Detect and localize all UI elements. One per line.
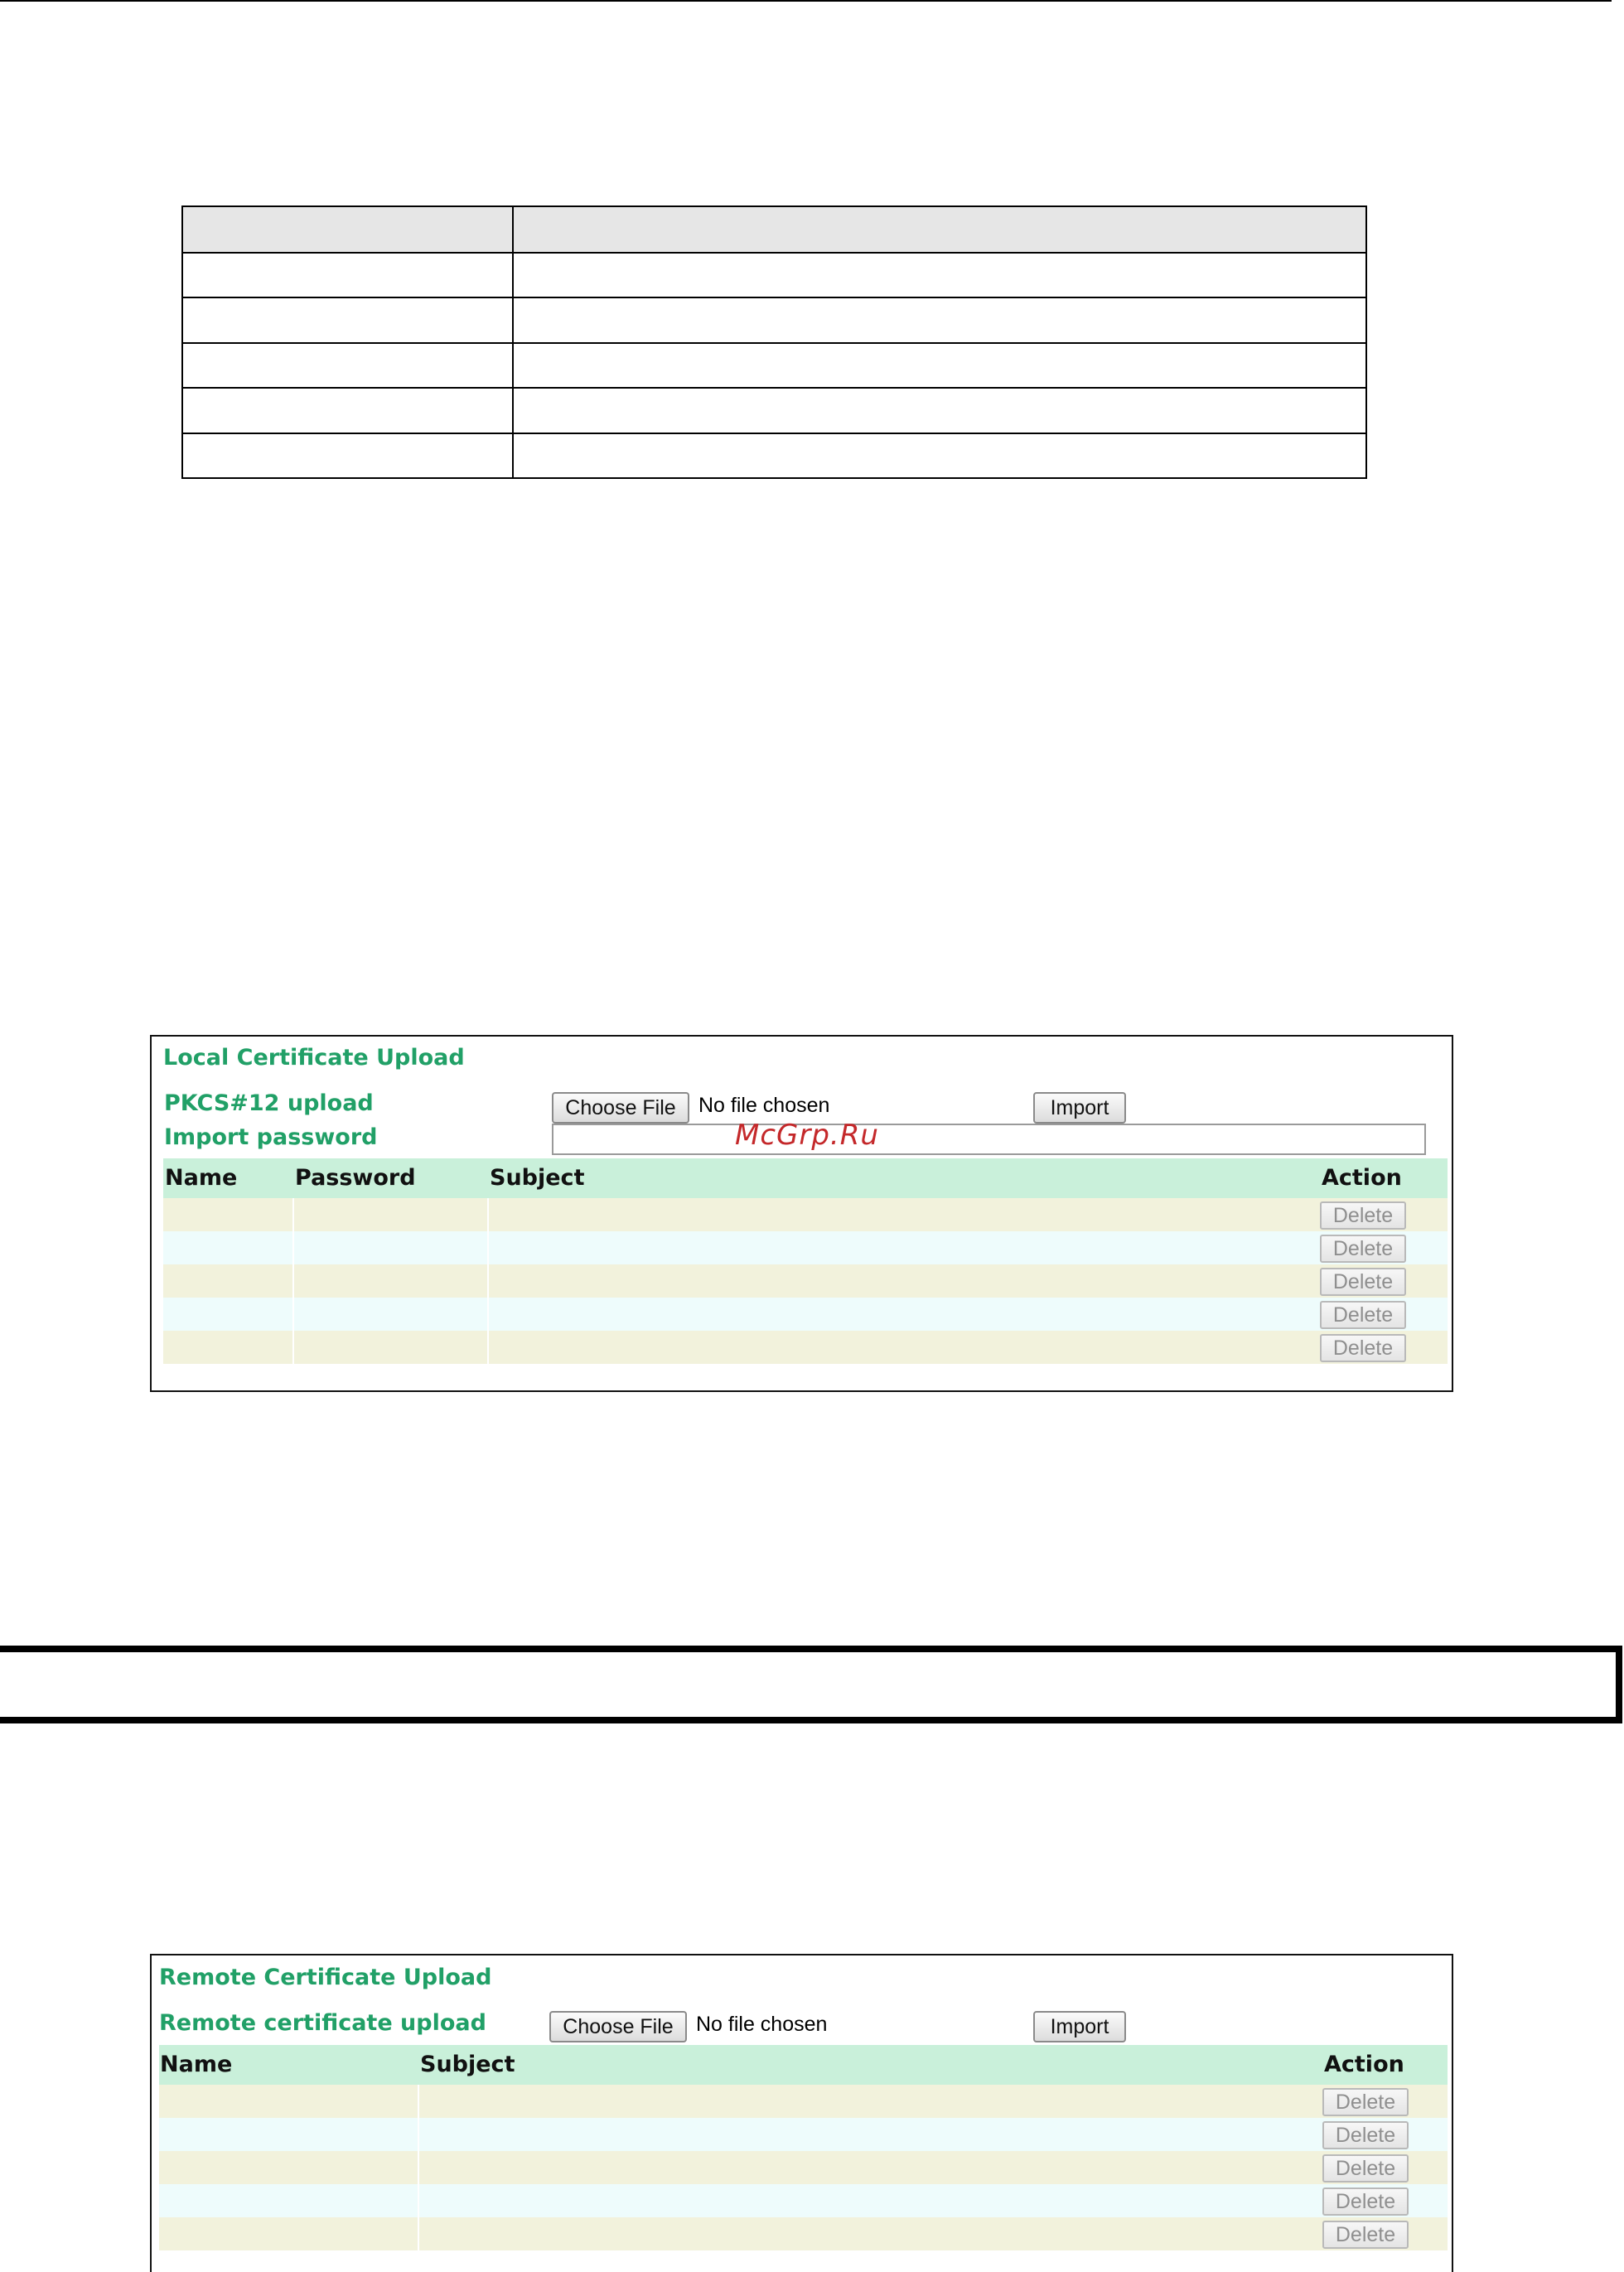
settings-table [181, 205, 1367, 479]
column-password: Password [295, 1165, 416, 1191]
cell-name [163, 1331, 294, 1364]
cell-name [163, 1198, 294, 1231]
remote-panel-title: Remote Certificate Upload [159, 1965, 492, 1990]
table-header [159, 2045, 1448, 2085]
delete-button[interactable]: Delete [1320, 1301, 1406, 1329]
column-subject: Subject [420, 2052, 515, 2077]
delete-button[interactable]: Delete [1320, 1268, 1406, 1296]
delete-button[interactable]: Delete [1320, 1235, 1406, 1263]
table-row [163, 1231, 1448, 1264]
table-row [163, 1331, 1448, 1364]
cell-password [292, 1231, 489, 1264]
file-status: No file chosen [696, 2013, 828, 2036]
cell-password [292, 1264, 489, 1298]
settings-table-row [183, 342, 1365, 344]
top-rule [0, 0, 1612, 2]
settings-table-row [183, 387, 1365, 389]
cell-name [159, 2085, 419, 2118]
choose-file-button[interactable]: Choose File [549, 2011, 687, 2042]
table-row [159, 2217, 1448, 2250]
import-password-input[interactable] [552, 1124, 1426, 1155]
cell-name [159, 2118, 419, 2151]
local-certificate-table [163, 1158, 1448, 1374]
column-name: Name [165, 1165, 238, 1191]
remote-certificate-panel [150, 1954, 1453, 2272]
import-button[interactable]: Import [1033, 1092, 1126, 1124]
delete-button[interactable]: Delete [1320, 1334, 1406, 1362]
local-panel-title: Local Certificate Upload [163, 1045, 465, 1071]
column-name: Name [160, 2052, 233, 2077]
file-status: No file chosen [698, 1094, 830, 1117]
cell-name [163, 1264, 294, 1298]
table-row [163, 1198, 1448, 1231]
table-row [163, 1264, 1448, 1298]
import-button[interactable]: Import [1033, 2011, 1126, 2042]
settings-table-row [183, 433, 1365, 434]
table-row [163, 1298, 1448, 1331]
delete-button[interactable]: Delete [1320, 1201, 1406, 1230]
delete-button[interactable]: Delete [1322, 2221, 1409, 2249]
settings-table-divider [512, 207, 514, 477]
table-row [159, 2118, 1448, 2151]
section-heading-box [0, 1646, 1622, 1723]
settings-table-row [183, 297, 1365, 298]
column-action: Action [1322, 1165, 1402, 1191]
watermark-text: McGrp.Ru [735, 1119, 879, 1152]
pkcs12-upload-label: PKCS#12 upload [164, 1090, 374, 1116]
table-row [159, 2085, 1448, 2118]
cell-password [292, 1331, 489, 1364]
delete-button[interactable]: Delete [1322, 2088, 1409, 2116]
cell-name [159, 2217, 419, 2250]
column-action: Action [1324, 2052, 1404, 2077]
cell-password [292, 1198, 489, 1231]
choose-file-button[interactable]: Choose File [552, 1092, 689, 1124]
remote-certificate-upload-label: Remote certificate upload [159, 2010, 486, 2036]
settings-table-header [183, 207, 1365, 252]
cell-name [159, 2184, 419, 2217]
remote-certificate-table [159, 2045, 1448, 2269]
delete-button[interactable]: Delete [1322, 2154, 1409, 2183]
settings-table-row [183, 252, 1365, 254]
table-row [159, 2151, 1448, 2184]
local-certificate-panel [150, 1035, 1453, 1392]
column-subject: Subject [490, 1165, 585, 1191]
cell-password [292, 1298, 489, 1331]
cell-name [159, 2151, 419, 2184]
table-row [159, 2184, 1448, 2217]
delete-button[interactable]: Delete [1322, 2121, 1409, 2149]
cell-name [163, 1231, 294, 1264]
cell-name [163, 1298, 294, 1331]
import-password-label: Import password [164, 1124, 378, 1150]
delete-button[interactable]: Delete [1322, 2187, 1409, 2216]
